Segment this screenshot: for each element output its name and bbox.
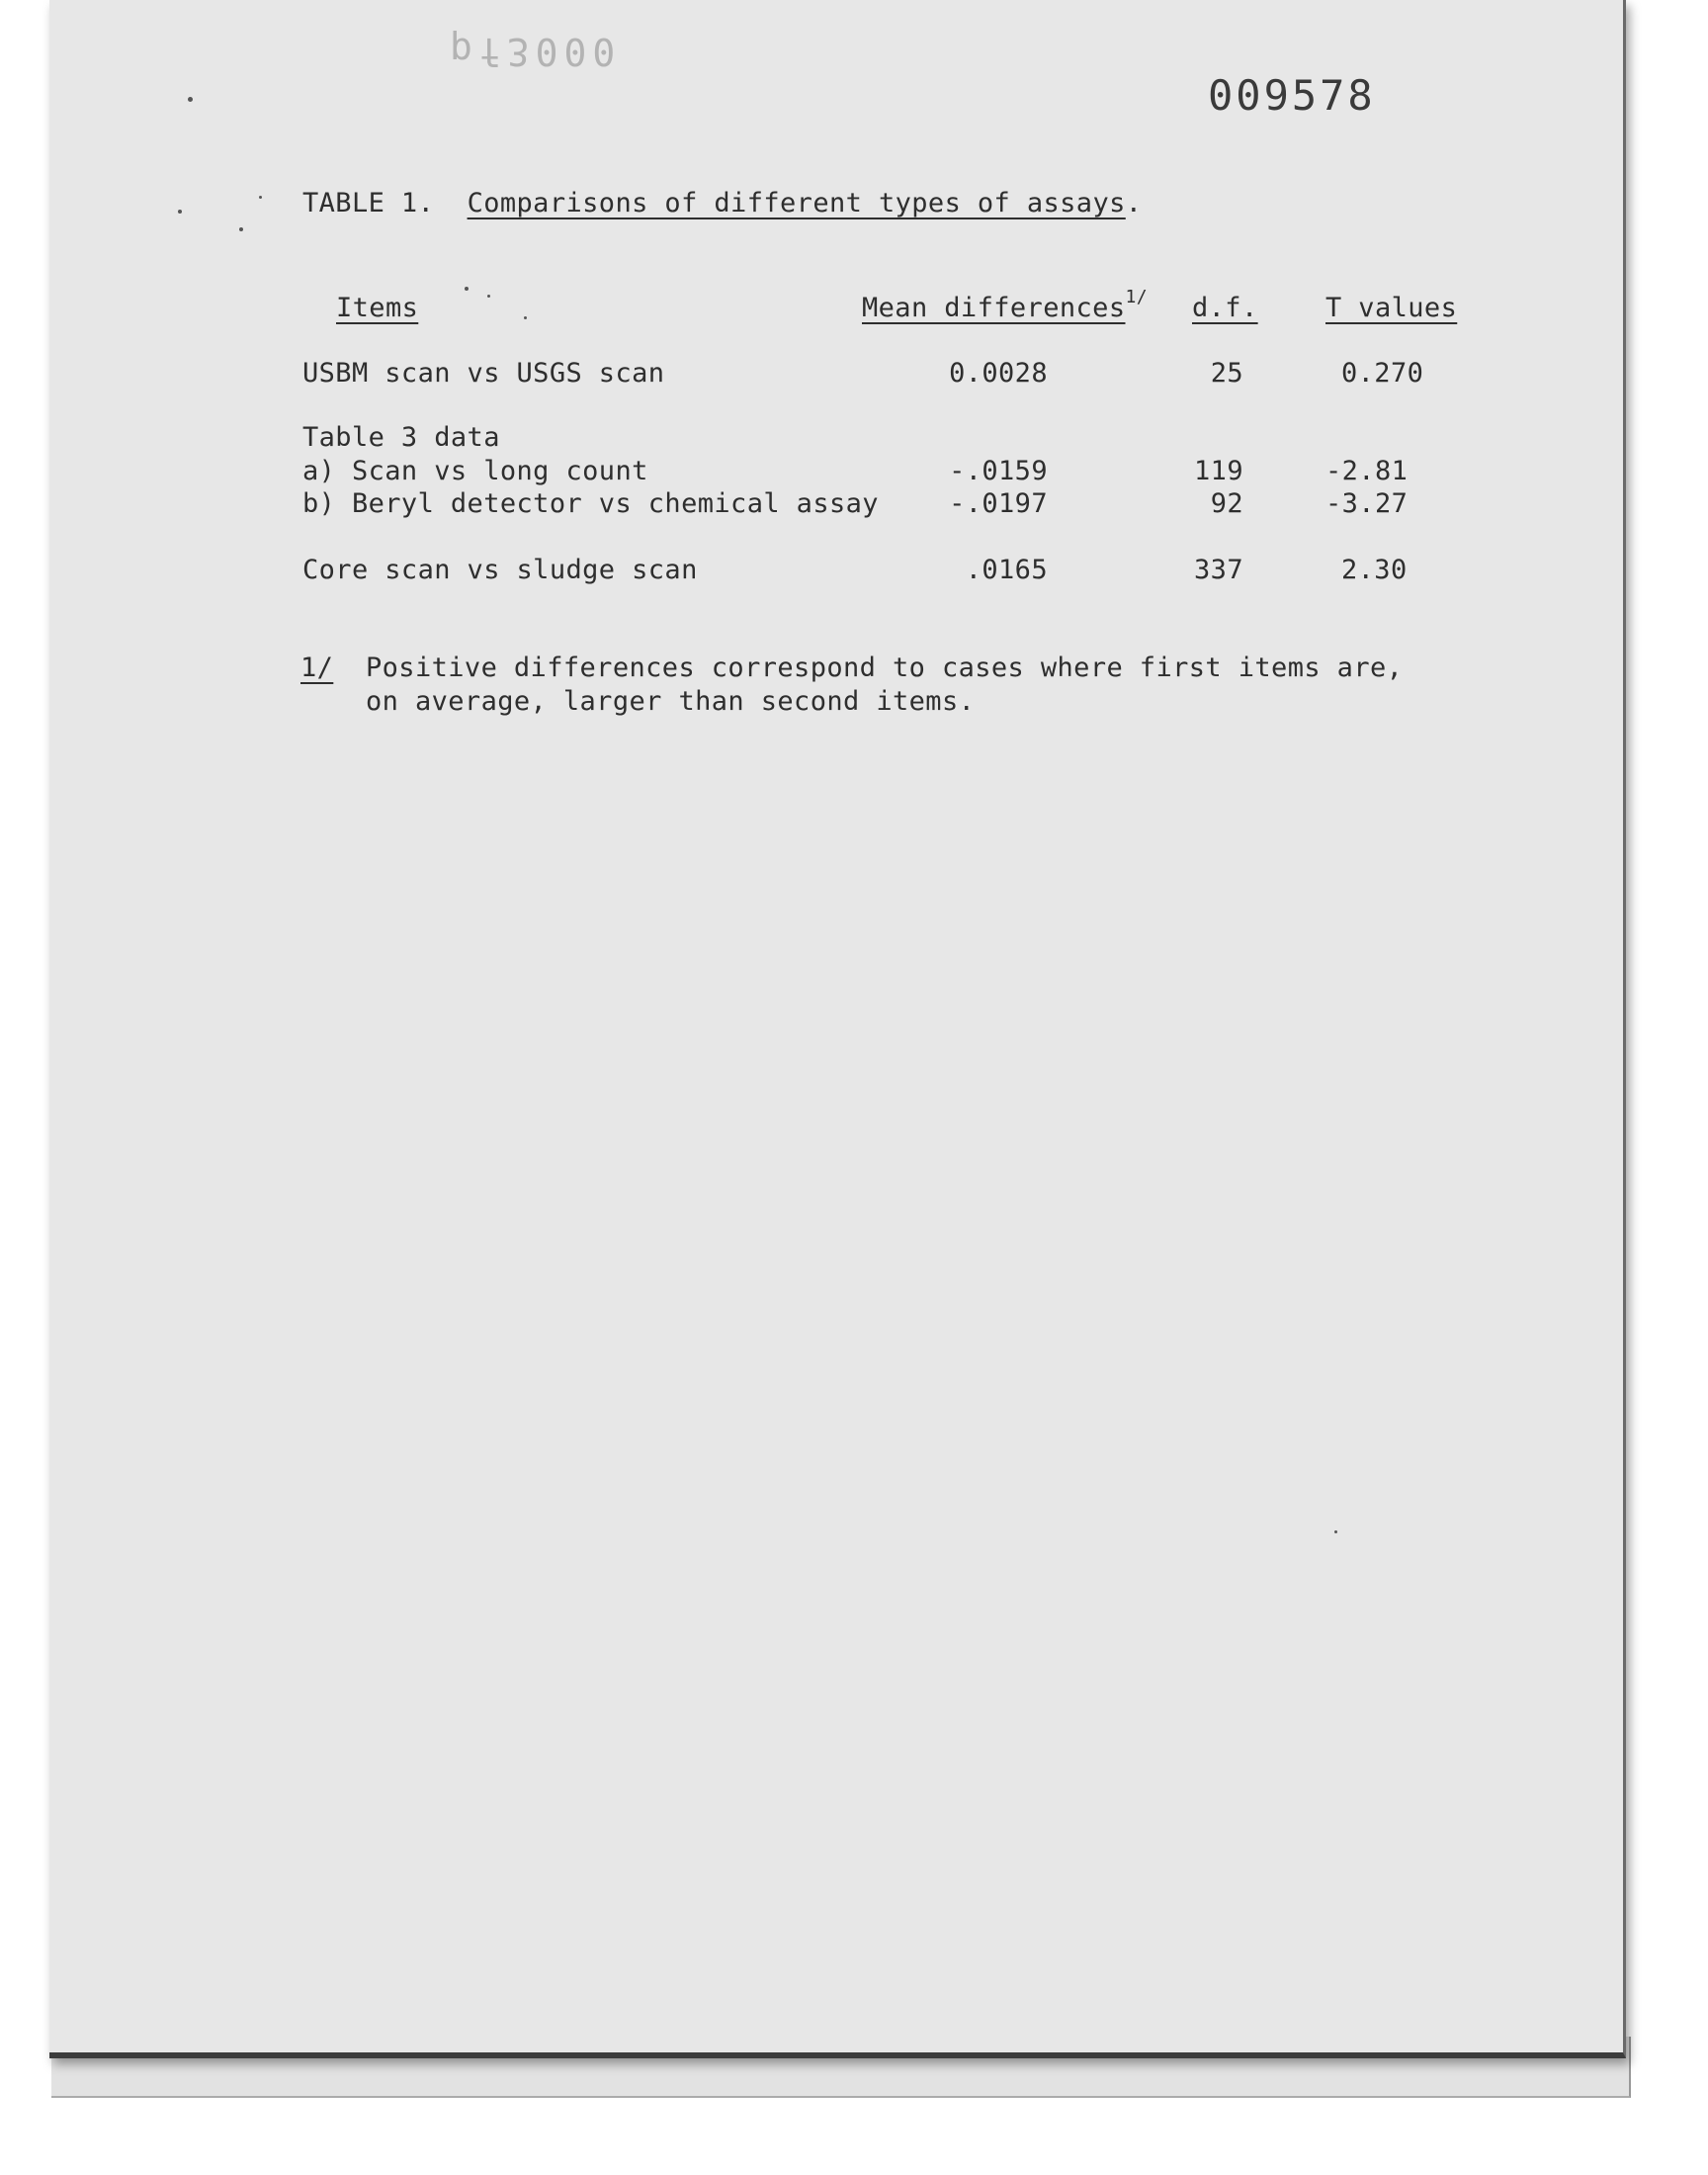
table-row-item: b) Beryl detector vs chemical assay (302, 488, 879, 519)
document-number: 009578 (1208, 71, 1376, 120)
table-row-item: Core scan vs sludge scan (302, 555, 698, 585)
faint-stamp-number: pf3000 (450, 30, 622, 73)
table-row-item: a) Scan vs long count (302, 456, 648, 486)
speck (1334, 1530, 1337, 1533)
table-title-period: . (1125, 188, 1143, 218)
column-header-mean-differences (862, 287, 1148, 323)
speck (178, 210, 182, 214)
mean-differences-label: Mean differences (862, 293, 1126, 323)
table-row-df: 119 (1194, 456, 1243, 486)
speck (239, 227, 243, 231)
table-row-df: 25 (1210, 358, 1243, 389)
speck (524, 316, 527, 319)
table-row-t: -3.27 (1325, 488, 1409, 519)
table-row-mean: -.0159 (949, 456, 1048, 486)
table-row-mean: -.0197 (949, 488, 1048, 519)
table-label: TABLE 1. (302, 188, 435, 218)
speck (259, 196, 262, 199)
table-title-text: Comparisons of different types of assays (467, 188, 1126, 218)
table-row-df: 337 (1194, 555, 1243, 585)
table-title (302, 188, 1142, 218)
footnote-line-1: Positive differences correspond to cases where first items are, (366, 652, 1404, 683)
table-row-mean: .0165 (965, 555, 1048, 585)
table-row-df: 92 (1210, 488, 1243, 519)
table-group-label: Table 3 data (302, 422, 500, 453)
table-row-item: USBM scan vs USGS scan (302, 358, 665, 389)
table-row-t: -2.81 (1325, 456, 1409, 486)
footnote-line-2: on average, larger than second items. (366, 686, 976, 717)
mean-differences-footnote-ref: 1/ (1125, 287, 1148, 307)
column-header-t-values: T values (1325, 293, 1458, 323)
table-row-t: 0.270 (1341, 358, 1424, 389)
column-header-df: d.f. (1192, 293, 1258, 323)
table-row-t: 2.30 (1341, 555, 1408, 585)
column-header-items: Items (336, 293, 419, 323)
speck (465, 287, 469, 291)
speck (487, 295, 490, 298)
footnote-marker: 1/ (300, 652, 334, 683)
speck (188, 97, 193, 102)
table-row-mean: 0.0028 (949, 358, 1048, 389)
